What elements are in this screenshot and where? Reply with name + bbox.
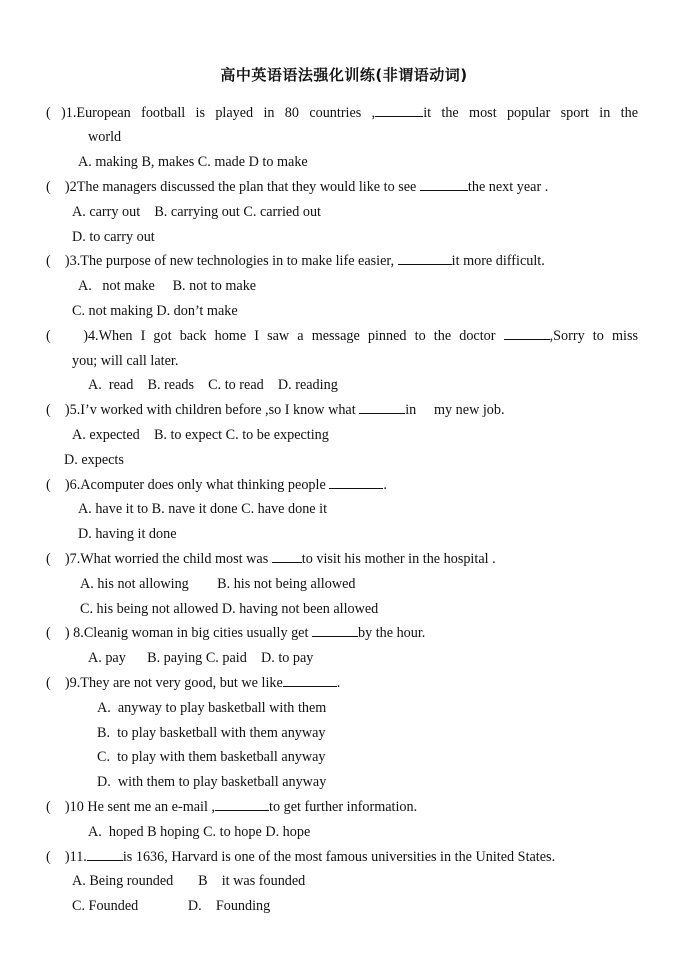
answer-blank <box>398 252 452 265</box>
answer-options: A. hoped B hoping C. to hope D. hope <box>88 824 311 840</box>
answer-options: D. with them to play basketball anyway <box>97 774 327 790</box>
question-3 <box>46 252 638 270</box>
answer-options: C. not making D. don’t make <box>72 303 238 319</box>
question-stem: ( )6.Acomputer does only what thinking people <box>46 477 330 493</box>
answer-options: D. having it done <box>78 526 177 542</box>
answer-options: C. to play with them basketball anyway <box>97 749 326 765</box>
question-stem: is 1636, Harvard is one of the most famous universities in the United States. <box>122 849 556 865</box>
answer-blank <box>329 476 383 489</box>
answer-options: C. Founded D. Founding <box>72 898 271 914</box>
answer-blank <box>283 674 337 687</box>
question-continuation: you; will call later. <box>72 353 179 369</box>
question-stem: ( ) 8.Cleanig woman in big cities usually get <box>46 625 312 641</box>
question-stem: ( )9.They are not very good, but we like <box>46 675 283 691</box>
answer-blank <box>504 327 550 340</box>
question-2 <box>46 178 638 196</box>
question-stem: ( )11. <box>46 849 87 865</box>
question-stem: ( )10 He sent me an e-mail , <box>46 799 216 815</box>
question-11 <box>46 848 638 866</box>
question-stem: to get further information. <box>269 799 418 815</box>
answer-options: A. have it to B. nave it done C. have done it <box>78 501 328 517</box>
answer-options: A. carry out B. carrying out C. carried out <box>72 204 321 220</box>
question-stem: the next year . <box>467 179 549 195</box>
question-10 <box>46 798 638 816</box>
answer-blank <box>359 401 405 414</box>
question-stem: ( )4.When I got back home I saw a message pinned to the doctor <box>46 328 504 344</box>
answer-blank <box>272 550 302 563</box>
answer-options: A. pay B. paying C. paid D. to pay <box>88 650 314 666</box>
answer-options: A. not make B. not to make <box>78 278 257 294</box>
answer-blank <box>375 104 423 117</box>
question-stem: ( )2The managers discussed the plan that they would like to see <box>46 179 420 195</box>
answer-options: D. expects <box>64 452 124 468</box>
question-5 <box>46 401 638 419</box>
question-stem: ,Sorry to miss <box>549 328 638 344</box>
answer-options: A. anyway to play basketball with them <box>97 700 327 716</box>
answer-options: A. expected B. to expect C. to be expecting <box>72 427 329 443</box>
answer-options: D. to carry out <box>72 229 155 245</box>
answer-options: A. his not allowing B. his not being allowed <box>80 576 356 592</box>
question-9 <box>46 674 638 692</box>
answer-options: B. to play basketball with them anyway <box>97 725 326 741</box>
question-8 <box>46 624 638 642</box>
answer-options: A. read B. reads C. to read D. reading <box>88 377 338 393</box>
question-6 <box>46 476 638 494</box>
question-continuation: world <box>88 129 122 145</box>
question-stem: by the hour. <box>357 625 426 641</box>
question-stem: ( )7.What worried the child most was <box>46 551 272 567</box>
question-1 <box>46 104 638 122</box>
question-stem: ( )1.European football is played in 80 countries , <box>46 105 376 121</box>
question-stem: it more difficult. <box>451 253 545 269</box>
question-stem: ( )3.The purpose of new technologies in to make life easier, <box>46 253 398 269</box>
answer-blank <box>420 178 468 191</box>
question-stem: in my new job. <box>405 402 505 418</box>
question-stem: . <box>383 477 387 493</box>
question-7 <box>46 550 638 568</box>
answer-options: A. Being rounded B it was founded <box>72 873 306 889</box>
question-stem: ( )5.I’v worked with children before ,so I know what <box>46 402 360 418</box>
question-4 <box>46 327 638 345</box>
answer-options: A. making B, makes C. made D to make <box>78 154 308 170</box>
page-title: 高中英语语法强化训练(非谓语动词) <box>220 66 468 84</box>
question-stem: . <box>336 675 341 691</box>
answer-blank <box>87 848 123 861</box>
question-stem: it the most popular sport in the <box>423 105 638 121</box>
answer-options: C. his being not allowed D. having not been allowed <box>80 601 379 617</box>
answer-blank <box>312 624 358 637</box>
question-stem: to visit his mother in the hospital . <box>301 551 496 567</box>
answer-blank <box>215 798 269 811</box>
